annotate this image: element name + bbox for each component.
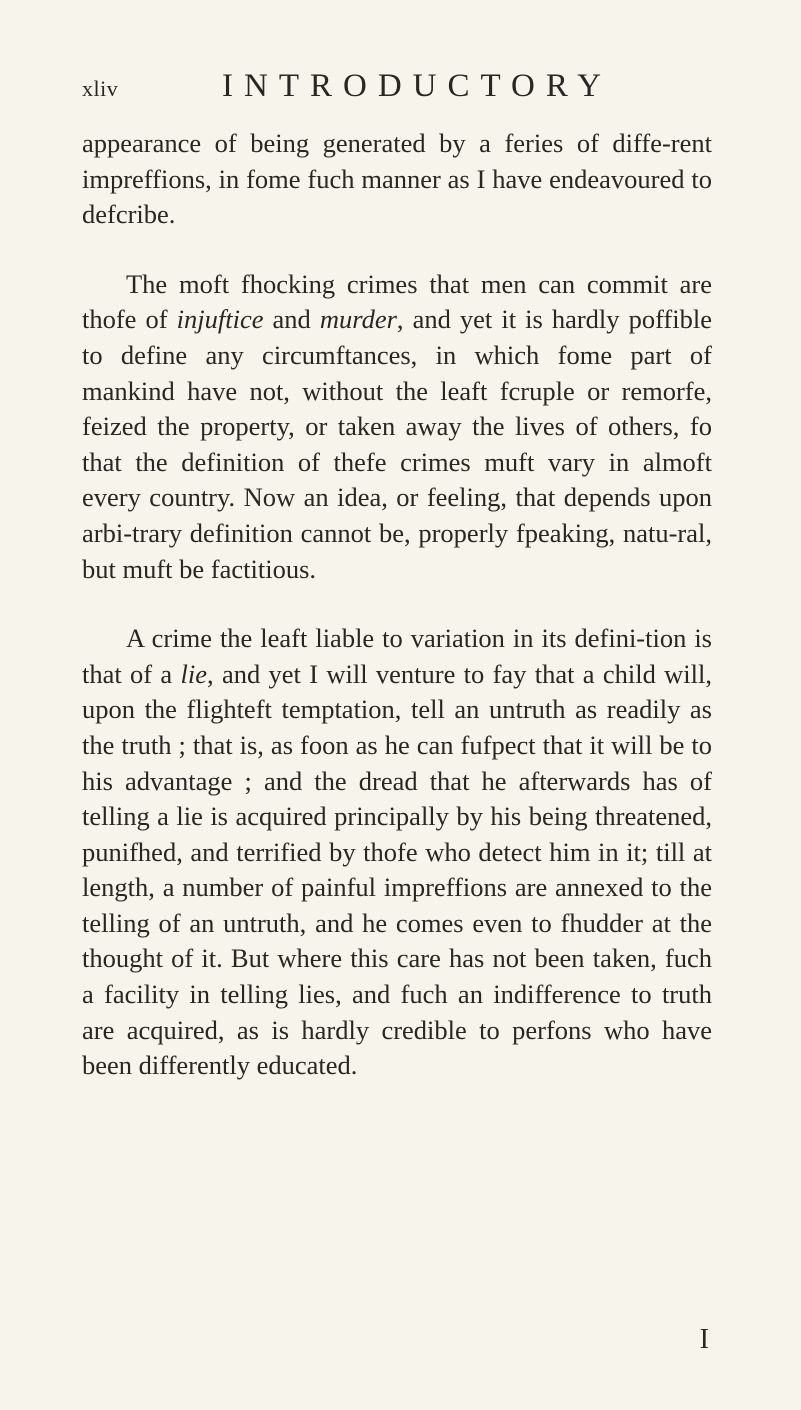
paragraph-2 — [82, 267, 712, 587]
italic-term-injustice: injuftice — [176, 304, 264, 335]
page-header — [82, 68, 742, 108]
italic-term-lie: lie — [180, 658, 208, 689]
italic-term-murder: murder — [319, 304, 397, 335]
paragraph-3-text-a: A crime the leaft liable to variation in its defini-tion is that of a — [82, 623, 712, 689]
paragraph-2-text-c: , and yet it is hardly poffible to define any circumftances, in which fome part of mankind have not, without the leaft fcruple or remorfe, feized the property, or taken away the lives of others, fo that the definition of thefe crimes muft vary in almoft every country. Now an idea, or feeling, that depends upon arbi-trary definition cannot be, properly fpeaking, natu-ral, but muft be factitious. — [82, 304, 712, 584]
catchword: I — [699, 1324, 709, 1355]
page-number: xliv — [82, 76, 119, 101]
running-head: INTRODUCTORY — [222, 68, 612, 104]
paragraph-3-text-b: , and yet I will venture to fay that a child will, upon the flighteft temptation, tell an untruth as readily as the truth ; that is, as foon as he can fufpect that it will be to his advantage ; and the dread that he afterwards has of telling a lie is acquired principally by his being threatened, punifhed, and terrified by thofe who detect him in it; till at length, a number of painful impreffions are annexed to the telling of an untruth, and he comes even to fhudder at the thought of it. But where this care has not been taken, fuch a facility in telling lies, and fuch an indifference to truth are acquired, as is hardly credible to perfons who have been differently educated. — [82, 658, 712, 1081]
paragraph-1 — [82, 126, 712, 233]
body-text — [82, 126, 712, 1084]
paragraph-2-text-a: The moft fhocking crimes that men can commit are thofe of — [82, 268, 712, 335]
paragraph-2-text-b: and — [263, 304, 320, 335]
paragraph-3 — [82, 621, 712, 1084]
paragraph-1-text: appearance of being generated by a feries of diffe-rent impreffions, in fome fuch manner as I have endeavoured to defcribe. — [82, 128, 712, 230]
